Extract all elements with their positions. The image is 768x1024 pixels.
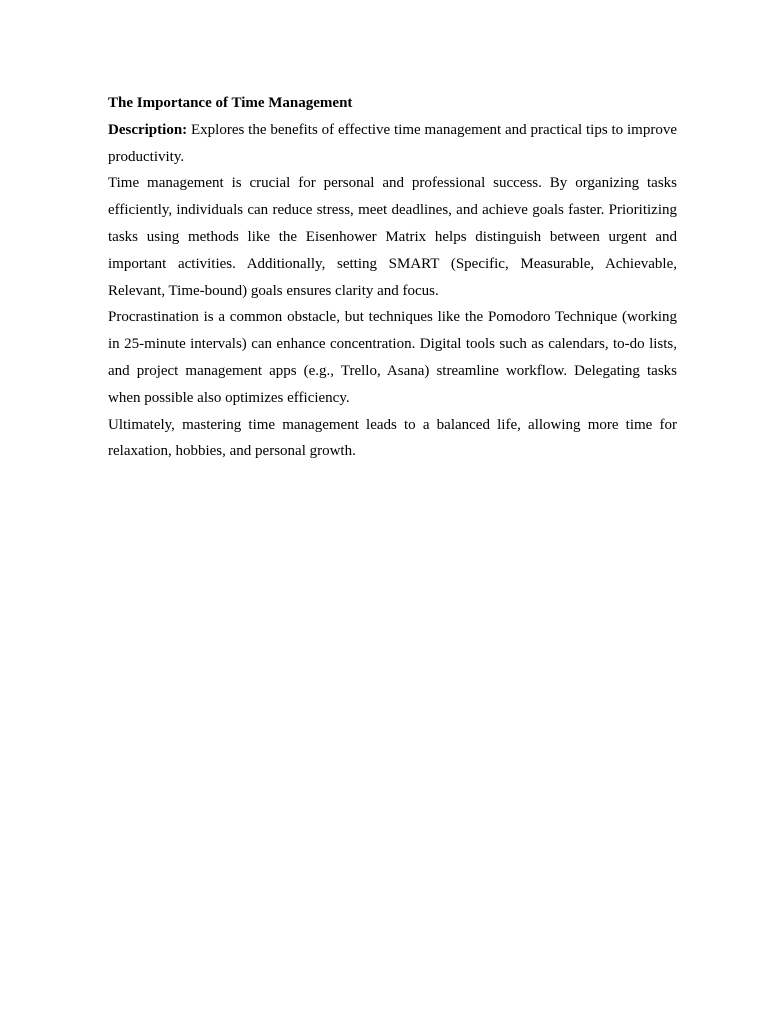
body-paragraph: Ultimately, mastering time management leads to a balanced life, allowing more time for relaxation, hobbies, and personal growth. — [108, 416, 677, 460]
description-paragraph — [108, 117, 677, 171]
document-title: The Importance of Time Management — [108, 95, 353, 111]
document-body — [108, 90, 677, 465]
description-label: Description: — [108, 121, 188, 138]
body-paragraph: Time management is crucial for personal and professional success. By organizing tasks efficiently, individuals can reduce stress, meet deadlines, and achieve goals faster. Prioritizing tasks using methods like the Eisenhower Matrix helps distinguish between urgent and important activities. Additionally, setting SMART (Specific, Measurable, Achievable, Relevant, Time-bound) goals ensures clarity and focus. — [108, 175, 677, 299]
description-text: Explores the benefits of effective time management and practical tips to improve productivity. — [108, 121, 677, 165]
body-paragraph: Procrastination is a common obstacle, but techniques like the Pomodoro Technique (working in 25-minute intervals) can enhance concentration. Digital tools such as calendars, to-do lists, and project management apps (e.g., Trello, Asana) streamline workflow. Delegating tasks when possible also optimizes efficiency. — [108, 309, 677, 406]
